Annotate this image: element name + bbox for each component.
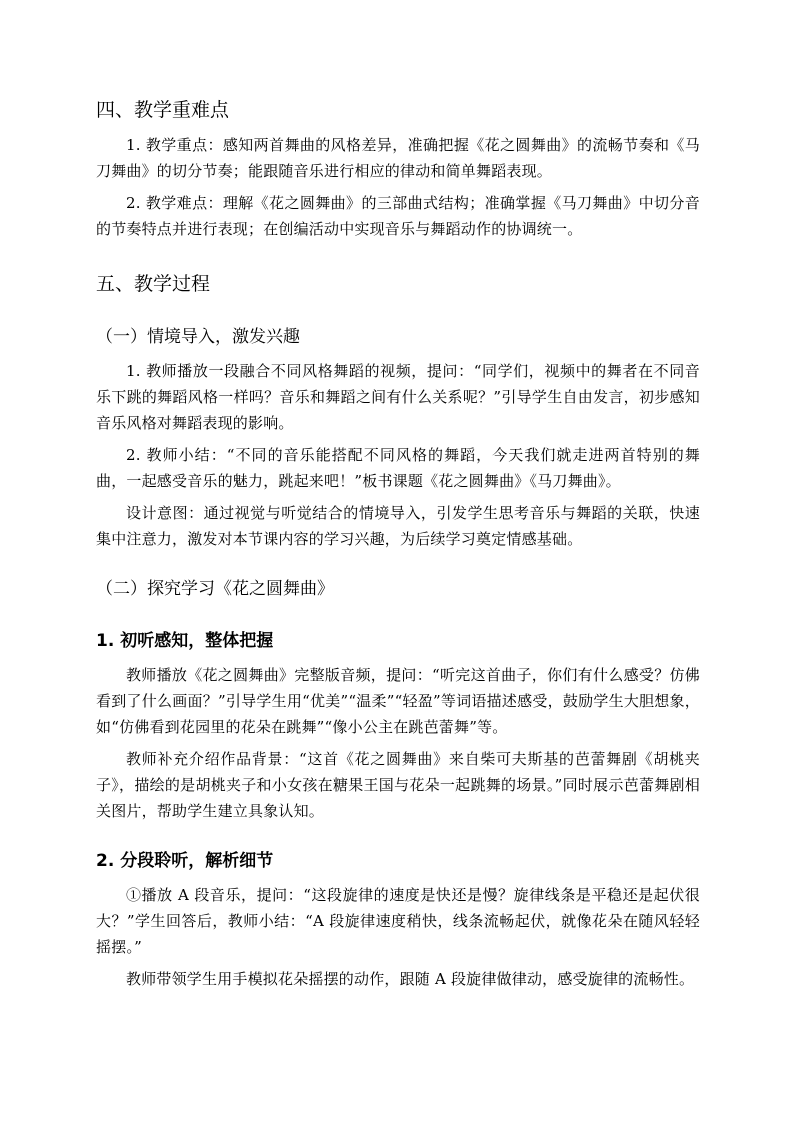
movement-paragraph: 教师带领学生用手模拟花朵摇摆的动作，跟随 A 段旋律做律动，感受旋律的流畅性。 — [126, 970, 695, 988]
section-a-paragraph: ①播放 A 段音乐，提问：“这段旋律的速度是快还是慢？旋律线条是平稳还是起伏很大？”学生回答后，教师小结：“A 段旋律速度稍快，线条流畅起伏，就像花朵在随风轻轻摇摆。” — [96, 886, 700, 956]
first-listen-paragraph: 教师播放《花之圆舞曲》完整版音频，提问：“听完这首曲子，你们有什么感受？仿佛看到了什么画面？”引导学生用“优美”“温柔”“轻盈”等词语描述感受，鼓励学生大胆想象，如“仿佛看到花园里的花朵在跳舞”“像小公主在跳芭蕾舞”等。 — [96, 666, 700, 736]
section-4-heading: 四、教学重难点 — [96, 99, 230, 121]
intro-paragraph-2: 2. 教师小结：“不同的音乐能搭配不同风格的舞蹈，今天我们就走进两首特别的舞曲，一起感受音乐的魅力，跳起来吧！”板书课题《花之圆舞曲》《马刀舞曲》。 — [96, 446, 700, 490]
subsection-1-heading: 1. 初听感知，整体把握 — [96, 631, 274, 651]
document-page — [96, 94, 700, 992]
intro-paragraph-1: 1. 教师播放一段融合不同风格舞蹈的视频，提问：“同学们，视频中的舞者在不同音乐下跳的舞蹈风格一样吗？音乐和舞蹈之间有什么关系呢？”引导学生自由发言，初步感知音乐风格对舞蹈表现的影响。 — [96, 362, 700, 432]
section-5-heading: 五、教学过程 — [96, 273, 211, 295]
part-1-heading: （一）情境导入，激发兴趣 — [96, 327, 300, 347]
background-paragraph: 教师补充介绍作品背景：“这首《花之圆舞曲》来自柴可夫斯基的芭蕾舞剧《胡桃夹子》，描绘的是胡桃夹子和小女孩在糖果王国与花朵一起跳舞的场景。”同时展示芭蕾舞剧相关图片，帮助学生建立具象认知。 — [96, 750, 700, 820]
subsection-2-heading: 2. 分段聆听，解析细节 — [96, 851, 274, 871]
difficult-points-paragraph: 2. 教学难点：理解《花之圆舞曲》的三部曲式结构；准确掌握《马刀舞曲》中切分音的节奏特点并进行表现；在创编活动中实现音乐与舞蹈动作的协调统一。 — [96, 194, 700, 238]
design-intent-paragraph: 设计意图：通过视觉与听觉结合的情境导入，引发学生思考音乐与舞蹈的关联，快速集中注意力，激发对本节课内容的学习兴趣，为后续学习奠定情感基础。 — [96, 504, 700, 548]
key-points-paragraph: 1. 教学重点：感知两首舞曲的风格差异，准确把握《花之圆舞曲》的流畅节奏和《马刀舞曲》的切分节奏；能跟随音乐进行相应的律动和简单舞蹈表现。 — [96, 136, 700, 180]
part-2-heading: （二）探究学习《花之圆舞曲》 — [96, 579, 334, 599]
